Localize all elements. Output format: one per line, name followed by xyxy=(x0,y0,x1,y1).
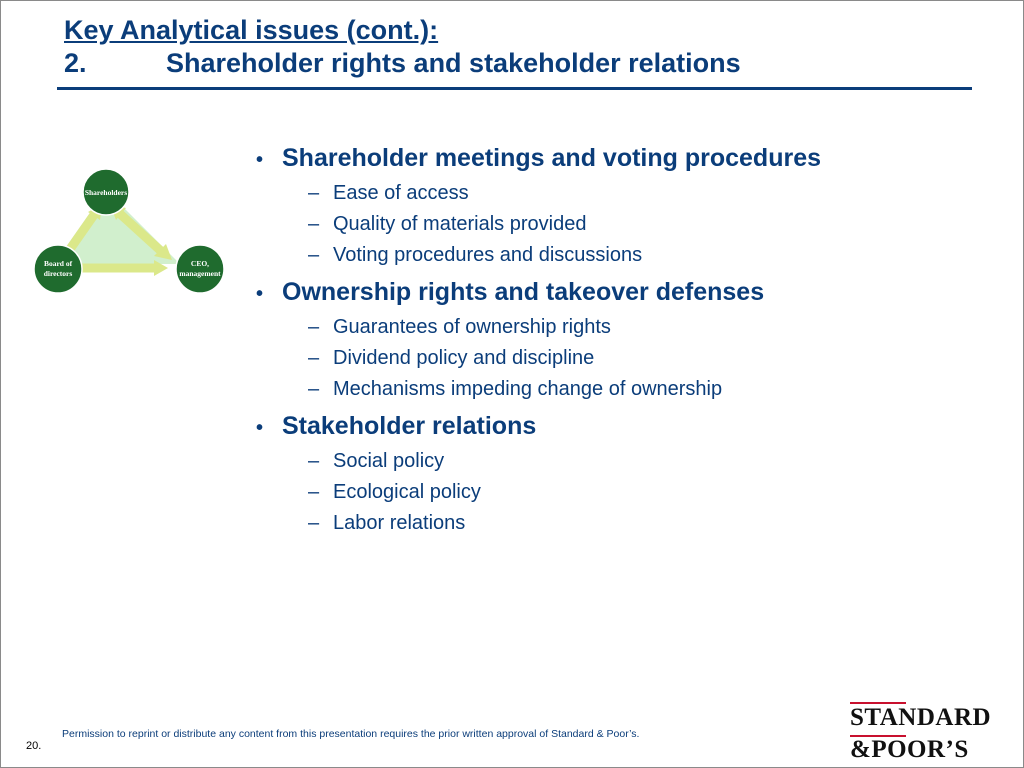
logo-word-standard: STANDARD xyxy=(850,704,992,731)
bullet-item: • Stakeholder relations xyxy=(256,408,996,446)
bullet-label: Shareholder meetings and voting procedures xyxy=(282,144,822,172)
bullet-item: • Shareholder meetings and voting procedures xyxy=(256,140,996,178)
sub-item: – Labor relations xyxy=(256,508,996,539)
sub-item: – Social policy xyxy=(256,446,996,477)
sub-item-label: Ecological policy xyxy=(333,481,481,503)
bullet-label: Stakeholder relations xyxy=(282,412,537,440)
sub-item-label: Guarantees of ownership rights xyxy=(333,316,611,338)
title-divider xyxy=(57,87,972,90)
bullet-group xyxy=(256,408,996,539)
sub-item-label: Labor relations xyxy=(333,512,466,534)
sub-item: – Mechanisms impeding change of ownership xyxy=(256,374,996,405)
slide-number: 20. xyxy=(26,740,42,752)
title-number: 2. xyxy=(64,48,87,78)
sub-item-label: Ease of access xyxy=(333,182,469,204)
sub-item: – Quality of materials provided xyxy=(256,209,996,240)
title-subtitle: Shareholder rights and stakeholder relations xyxy=(166,48,741,78)
bullet-group xyxy=(256,274,996,405)
node-label: Shareholders xyxy=(84,188,128,197)
bullet-list xyxy=(256,140,996,542)
node-label: Board of xyxy=(43,259,73,268)
node-label: directors xyxy=(43,269,73,278)
title-line-1: Key Analytical issues (cont.): xyxy=(64,15,439,45)
node-board-of-directors xyxy=(34,245,82,293)
bullet-group xyxy=(256,140,996,271)
bullet-label: Ownership rights and takeover defenses xyxy=(282,278,765,306)
slide-title xyxy=(64,14,741,80)
sub-item: – Ecological policy xyxy=(256,477,996,508)
sub-item: – Ease of access xyxy=(256,178,996,209)
sub-item: – Voting procedures and discussions xyxy=(256,240,996,271)
governance-diagram xyxy=(30,168,230,298)
sub-item-label: Dividend policy and discipline xyxy=(333,347,595,369)
sub-item-label: Mechanisms impeding change of ownership xyxy=(333,378,723,400)
node-label: management xyxy=(179,269,221,278)
bullet-item: • Ownership rights and takeover defenses xyxy=(256,274,996,312)
title-line-2 xyxy=(64,47,741,80)
standard-poors-logo xyxy=(846,700,1006,766)
sub-item: – Guarantees of ownership rights xyxy=(256,312,996,343)
node-label: CEO, xyxy=(190,259,210,268)
sub-item-label: Quality of materials provided xyxy=(333,213,587,235)
logo-word-poors: &POOR’S xyxy=(850,736,969,763)
sub-item-label: Voting procedures and discussions xyxy=(333,244,643,266)
sub-item-label: Social policy xyxy=(333,450,445,472)
node-shareholders xyxy=(83,169,129,215)
sub-item: – Dividend policy and discipline xyxy=(256,343,996,374)
node-ceo-management xyxy=(176,245,224,293)
permission-note: Permission to reprint or distribute any content from this presentation requires the prior written approval of Standard & Poor’s. xyxy=(62,728,640,740)
